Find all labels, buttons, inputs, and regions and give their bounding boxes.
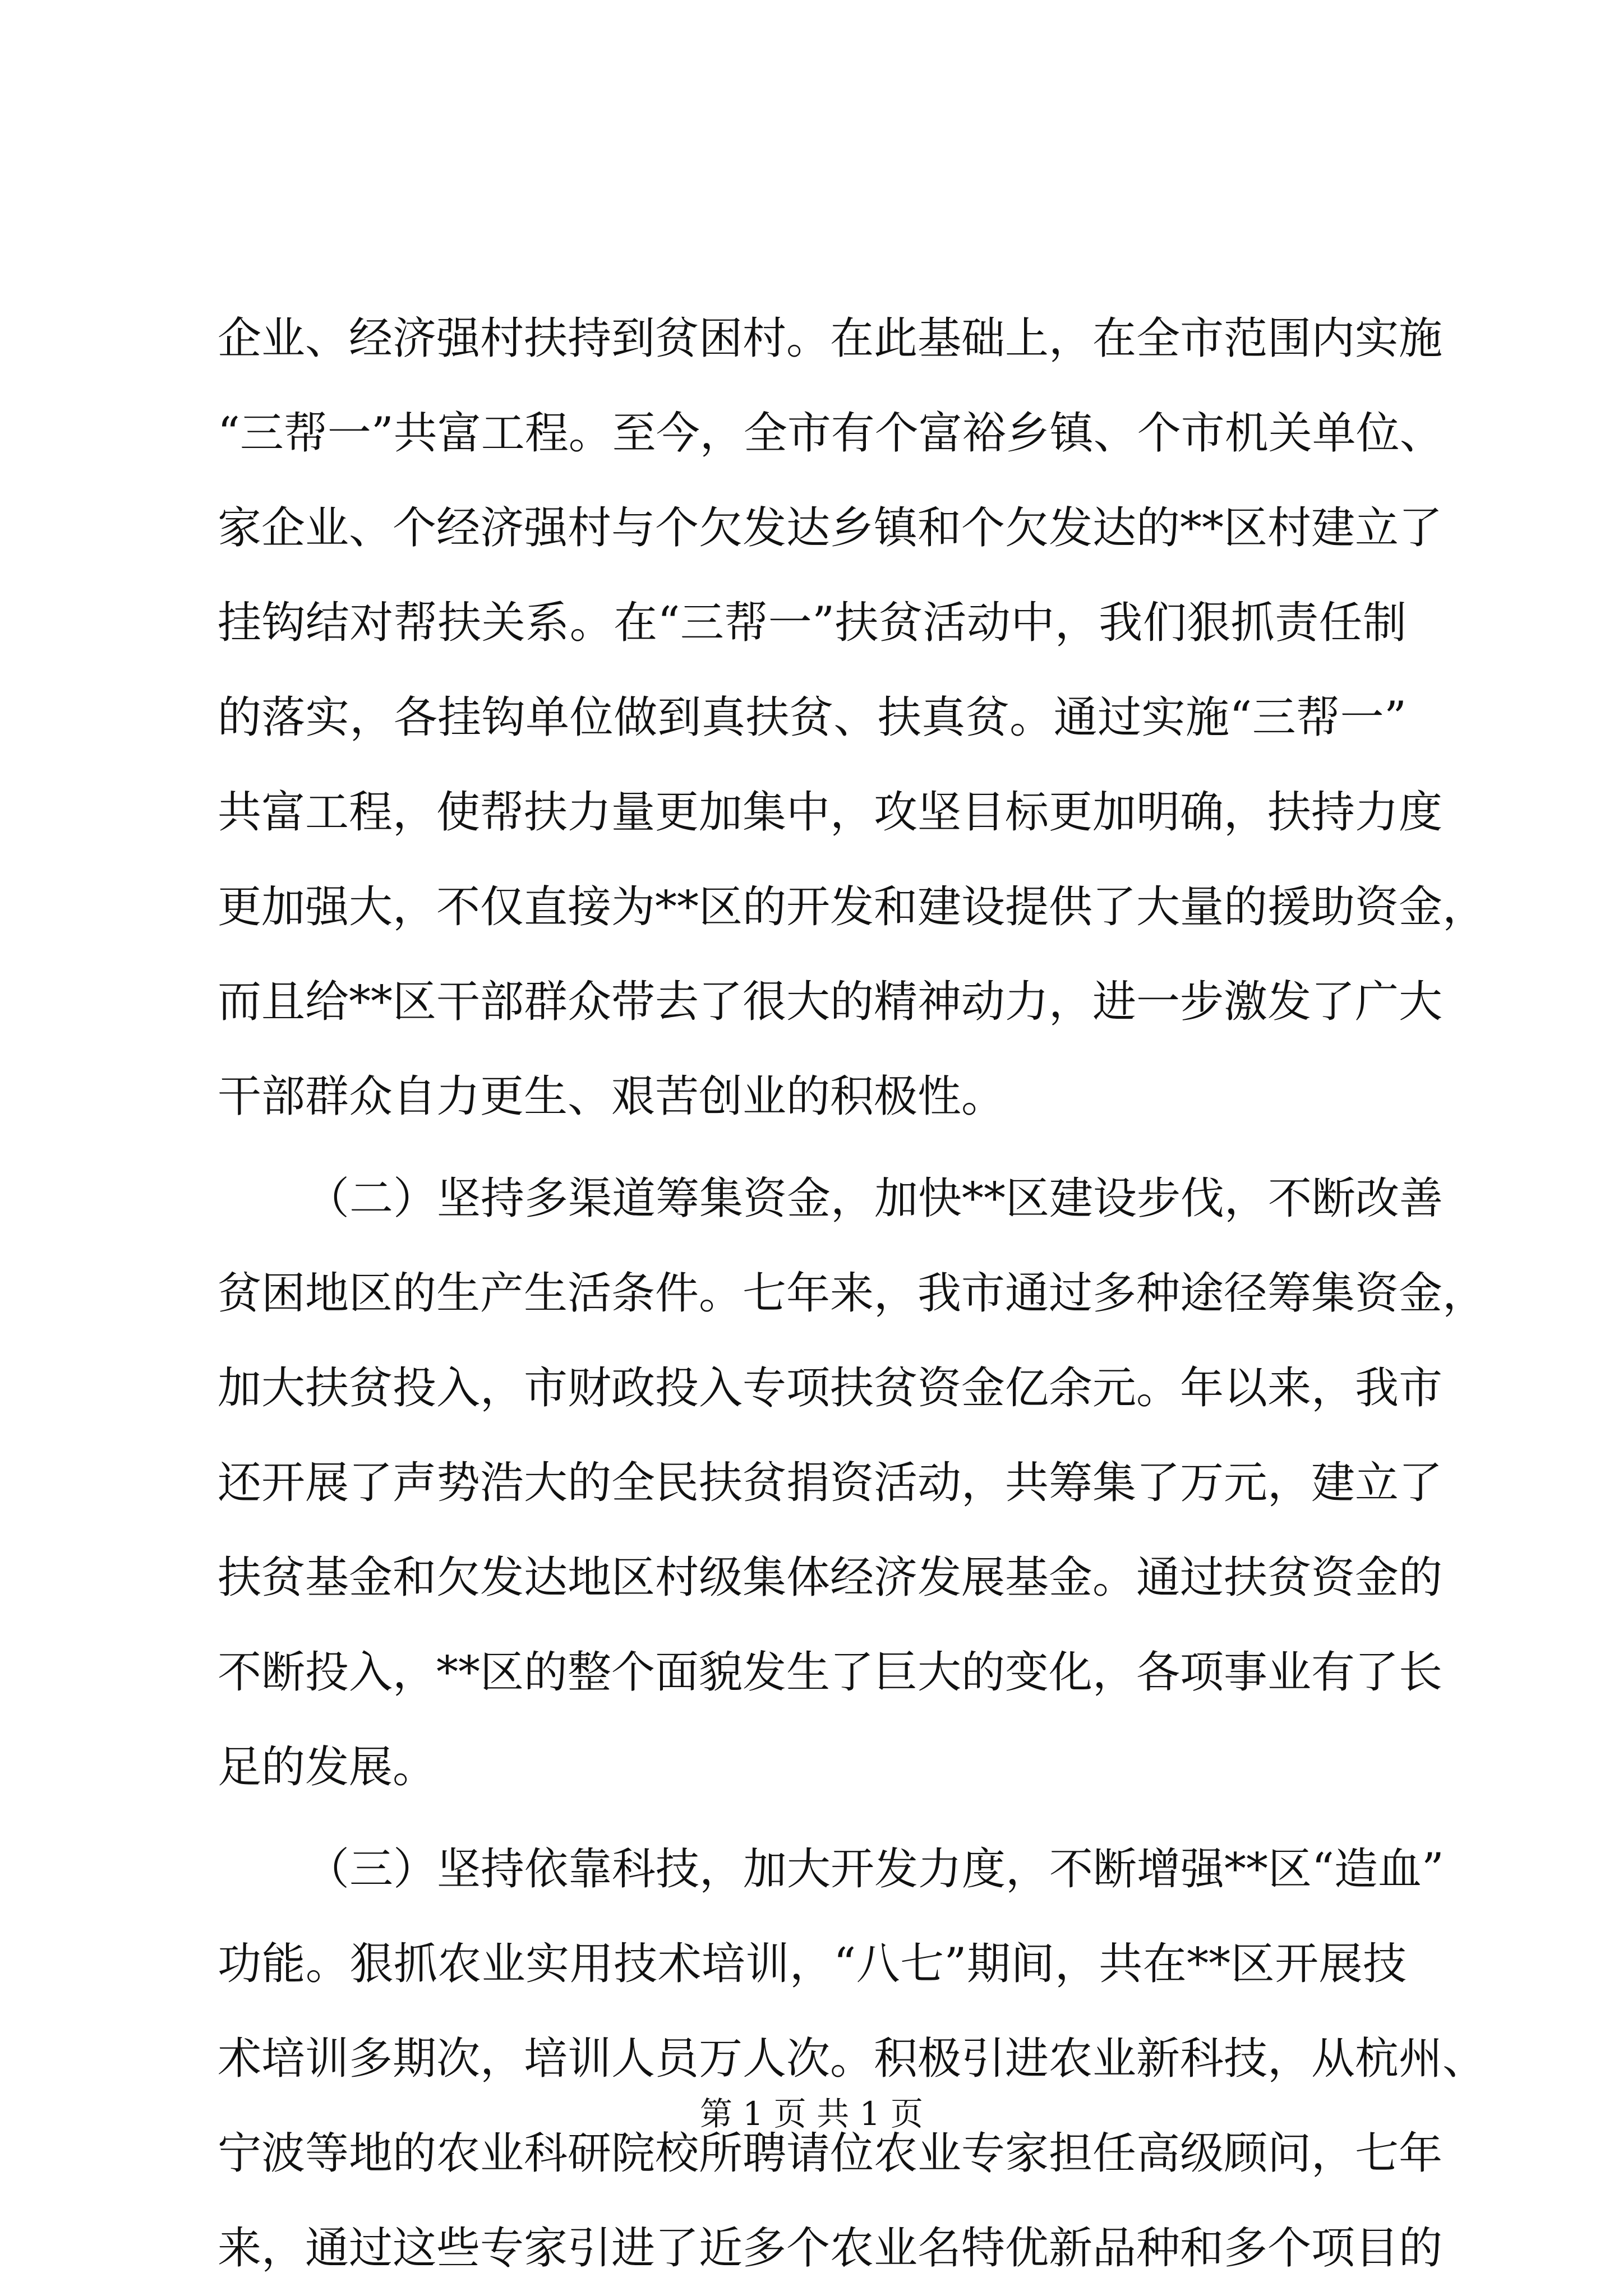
text-line: 家企业、个经济强村与个欠发达乡镇和个欠发达的**区村建立了 — [218, 503, 1443, 553]
paragraph — [218, 1152, 1487, 1815]
text-line: 企业、经济强村扶持到贫困村。在此基础上，在全市范围内实施 — [218, 313, 1443, 364]
paragraph — [218, 1822, 1487, 2296]
paragraph — [218, 292, 1487, 1144]
page-footer: 第 1 页 共 1 页 — [700, 2095, 923, 2133]
text-line: （三）坚持依靠科技，加大开发力度，不断增强**区“造血” — [306, 1844, 1444, 1895]
paragraph-gap — [218, 1815, 1407, 1822]
text-line: 干部群众自力更生、艰苦创业的积极性。 — [218, 1071, 1006, 1122]
text-line: 足的发展。 — [218, 1742, 437, 1793]
text-line: 还开展了声势浩大的全民扶贫捐资活动，共筹集了万元，建立了 — [218, 1458, 1443, 1508]
text-line: 来，通过这些专家引进了近多个农业名特优新品种和多个项目的 — [218, 2223, 1443, 2274]
paragraph-gap — [218, 1144, 1407, 1152]
text-line: 术培训多期次，培训人员万人次。积极引进农业新科技，从杭州、 — [218, 2034, 1487, 2084]
text-line: 贫困地区的生产生活条件。七年来，我市通过多种途径筹集资金， — [218, 1268, 1487, 1319]
text-line: “三帮一”共富工程。至今，全市有个富裕乡镇、个市机关单位、 — [218, 408, 1444, 459]
text-line: 更加强大，不仅直接为**区的开发和建设提供了大量的援助资金， — [218, 882, 1487, 932]
text-line: 共富工程，使帮扶力量更加集中，攻坚目标更加明确，扶持力度 — [218, 787, 1443, 838]
text-line: 挂钩结对帮扶关系。在“三帮一”扶贫活动中，我们狠抓责任制 — [218, 598, 1407, 648]
text-line: 的落实，各挂钩单位做到真扶贫、扶真贫。通过实施“三帮一” — [218, 692, 1407, 743]
text-line: 宁波等地的农业科研院校所聘请位农业专家担任高级顾问，七年 — [218, 2128, 1443, 2179]
text-line: 不断投入，**区的整个面貌发生了巨大的变化，各项事业有了长 — [218, 1647, 1443, 1698]
text-line: （二）坚持多渠道筹集资金，加快**区建设步伐，不断改善 — [306, 1174, 1444, 1224]
text-line: 加大扶贫投入，市财政投入专项扶贫资金亿余元。年以来，我市 — [218, 1363, 1443, 1413]
text-line: 功能。狠抓农业实用技术培训，“八七”期间，共在**区开展技 — [218, 1939, 1407, 1989]
text-line: 扶贫基金和欠发达地区村级集体经济发展基金。通过扶贫资金的 — [218, 1553, 1443, 1603]
document-body — [218, 292, 1487, 2296]
text-line: 而且给**区干部群众带去了很大的精神动力，进一步激发了广大 — [218, 977, 1443, 1027]
